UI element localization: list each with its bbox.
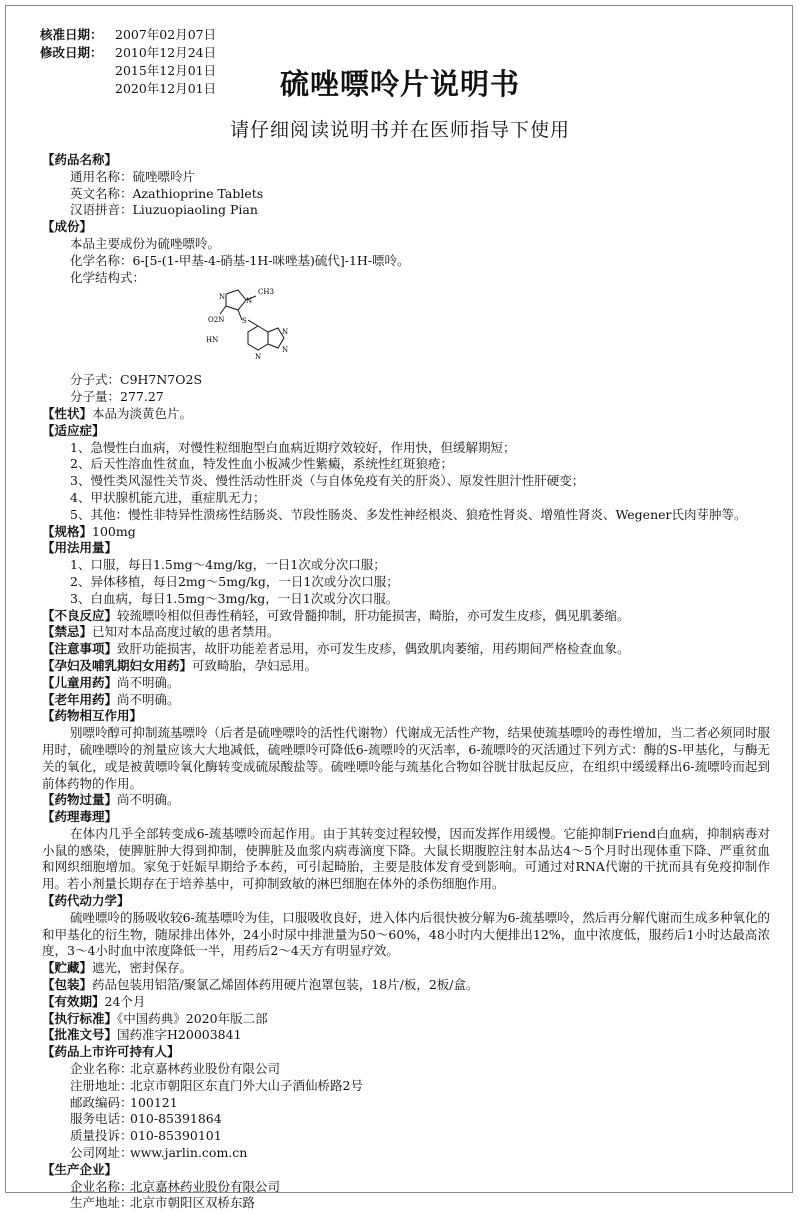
section-heading: 【药品名称】	[42, 152, 118, 167]
s-label: S	[242, 317, 247, 326]
indication-item: 5、其他：慢性非特异性溃疡性结肠炎、节段性肠炎、多发性神经根炎、狼疮性肾炎、增殖性肾炎、Wegener氏肉芽肿等。	[70, 506, 747, 522]
mah-field	[42, 1078, 770, 1095]
standard-text: 《中国药典》2020年版二部	[117, 1010, 268, 1026]
molecular-formula: 分子式：C9H7N7O2S	[70, 372, 203, 388]
section-heading: 【成份】	[42, 219, 93, 235]
section-heading: 【不良反应】	[42, 607, 118, 623]
section-properties	[42, 406, 770, 423]
field-value: www.jarlin.com.cn	[130, 1145, 248, 1161]
structure-label: 化学结构式：	[70, 269, 146, 285]
n-label: N	[219, 293, 226, 302]
section-heading: 【用法用量】	[42, 540, 118, 556]
section-heading: 【有效期】	[42, 993, 105, 1009]
pediatric-text: 尚不明确。	[117, 674, 180, 690]
ch3-label: CH3	[258, 288, 274, 297]
overdose-text: 尚不明确。	[117, 792, 180, 808]
field-value: 010-85390101	[130, 1128, 222, 1144]
indication-item: 2、后天性溶血性贫血，特发性血小板减少性紫癜，系统性红斑狼疮；	[70, 456, 453, 472]
section-storage	[42, 960, 770, 977]
section-heading: 【药品上市许可持有人】	[42, 1044, 180, 1060]
field-value: 北京嘉林药业股份有限公司	[130, 1061, 281, 1077]
section-standard	[42, 1011, 770, 1028]
mah-field	[42, 1061, 770, 1078]
molecular-weight: 分子量：277.27	[70, 389, 164, 405]
revision-date: 2020年12月01日	[115, 81, 217, 96]
indication-item: 3、慢性类风湿性关节炎、慢性活动性肝炎（与自体免疫有关的肝炎）、原发性胆汁性肝硬变；	[70, 473, 585, 489]
dosage-item: 1、口服，每日1.5mg～4mg/kg，一日1次或分次口服；	[70, 557, 386, 573]
section-heading: 【生产企业】	[42, 1161, 118, 1177]
field-value: 100121	[130, 1094, 178, 1110]
validity-text: 24个月	[104, 993, 146, 1009]
manufacturer-field	[42, 1195, 770, 1212]
contraindications-text: 已知对本品高度过敏的患者禁用。	[92, 624, 280, 640]
field-value: 北京市朝阳区东直门外大山子酒仙桥路2号	[130, 1077, 363, 1093]
properties-text: 本品为淡黄色片。	[92, 405, 193, 421]
toxicology-text: 在体内几乎全部转变成6-巯基嘌呤而起作用。由于其转变过程较慢，因而发挥作用缓慢。它能抑制Friend白血病，抑制病毒对小鼠的感染，使脾脏肿大得到抑制，使脾脏及血浆内病毒滴度下降。大鼠长期腹腔注射本品达4～5个月时出现体重下降、严重贫血和网织细胞增加。家兔于妊娠早期给予本药，可引起畸胎，主要是肢体发育受到影响。可通过对RNA代谢的干扰而具有免疫抑制作用。若小剂量长期存在于培养基中，可抑制致敏的淋巴细胞在体外的杀伤细胞作用。	[42, 825, 770, 892]
field-value: 北京嘉林药业股份有限公司	[130, 1178, 281, 1194]
n-label: N	[246, 297, 253, 306]
mah-field	[42, 1145, 770, 1162]
main-ingredient: 本品主要成份为硫唑嘌呤。	[70, 235, 221, 251]
mah-field	[42, 1095, 770, 1112]
pharmacokinetics-text: 硫唑嘌呤的肠吸收较6-巯基嘌呤为佳，口服吸收良好，进入体内后很快被分解为6-巯基嘌呤，然后再分解代谢而生成多种氧化的和甲基化的衍生物，随尿排出体外，24小时尿中排泄量为50～60%，48小时内大便排出12%，血中浓度低，服药后1小时达最高浓度，3～4小时血中浓度降低一半，用药后2～4天方有明显疗效。	[42, 909, 770, 959]
hn-label: HN	[206, 336, 219, 345]
field-label: 邮政编码：	[70, 1094, 133, 1110]
field-label: 质量投诉：	[70, 1128, 133, 1144]
section-heading: 【性状】	[42, 405, 93, 421]
section-validity	[42, 994, 770, 1011]
section-heading: 【适应症】	[42, 422, 105, 438]
no2-label: O2N	[208, 316, 225, 325]
revision-date-label: 修改日期：	[40, 45, 103, 60]
section-heading: 【规格】	[42, 523, 93, 539]
drug-leaflet-page	[5, 5, 793, 1211]
n-label: N	[282, 328, 289, 337]
section-contraindications	[42, 624, 770, 641]
section-heading: 【批准文号】	[42, 1027, 118, 1043]
leaflet-content	[42, 152, 770, 1212]
chemical-name: 化学名称：6-[5-(1-甲基-4-硝基-1H-咪唑基)硫代]-1H-嘌呤。	[70, 252, 410, 268]
section-heading: 【儿童用药】	[42, 674, 118, 690]
adverse-text: 较巯嘌呤相似但毒性稍轻，可致骨髓抑制，肝功能损害，畸胎，亦可发生皮疹，偶见肌萎缩。	[117, 607, 630, 623]
approval-text: 国药准字H20003841	[117, 1027, 242, 1043]
document-subtitle: 请仔细阅读说明书并在医师指导下使用	[229, 119, 570, 141]
section-pregnancy	[42, 658, 770, 675]
structure-diagram	[202, 286, 322, 364]
section-heading: 【药代动力学】	[42, 893, 130, 909]
english-name: 英文名称：Azathioprine Tablets	[70, 185, 264, 201]
section-heading: 【执行标准】	[42, 1010, 118, 1026]
pinyin-name: 汉语拼音：Liuzuopiaoling Pian	[70, 202, 258, 218]
field-label: 企业名称：	[70, 1178, 133, 1194]
section-heading: 【药物过量】	[42, 792, 118, 808]
section-heading: 【包装】	[42, 977, 93, 993]
chemical-structure	[202, 286, 770, 364]
section-precautions	[42, 641, 770, 658]
approval-date-label: 核准日期：	[40, 27, 103, 42]
section-heading: 【老年用药】	[42, 691, 118, 707]
generic-name: 通用名称：硫唑嘌呤片	[70, 168, 196, 184]
section-heading: 【注意事项】	[42, 641, 118, 657]
dosage-item: 2、异体移植，每日2mg～5mg/kg，一日1次或分次口服；	[70, 573, 399, 589]
n-label: N	[282, 346, 289, 355]
section-overdose	[42, 792, 770, 809]
section-heading: 【孕妇及哺乳期妇女用药】	[42, 657, 193, 673]
section-approval	[42, 1027, 770, 1044]
section-geriatric	[42, 692, 770, 709]
n-label: N	[255, 353, 262, 362]
dosage-item: 3、白血病，每日1.5mg～3mg/kg，一日1次或分次口服。	[70, 590, 399, 606]
section-heading: 【禁忌】	[42, 624, 93, 640]
section-spec	[42, 524, 770, 541]
section-heading: 【贮藏】	[42, 960, 93, 976]
field-label: 注册地址：	[70, 1077, 133, 1093]
precautions-text: 致肝功能损害，故肝功能差者忌用，亦可发生皮疹，偶致肌肉萎缩，用药期间严格检查血象。	[117, 641, 630, 657]
field-value: 010-85391864	[130, 1111, 222, 1127]
approval-date: 2007年02月07日	[115, 27, 217, 42]
section-heading: 【药理毒理】	[42, 809, 118, 825]
interactions-text: 别嘌呤醇可抑制巯基嘌呤（后者是硫唑嘌呤的活性代谢物）代谢成无活性产物，结果使巯基嘌呤的毒性增加，当二者必须同时服用时，硫唑嘌呤的剂量应该大大地减低，硫唑嘌呤可降低6-巯嘌呤的灭活率，6-巯嘌呤的灭活通过下列方式：酶的S-甲基化，与酶无关的氧化，或是被黄嘌呤氧化酶转变成硫尿酸盐等。硫唑嘌呤能与巯基化合物如谷胱甘肽起反应，在组织中缓缓释出6-巯嘌呤而起到前体药物的作用。	[42, 725, 771, 791]
field-value: 北京市朝阳区双桥东路	[130, 1195, 256, 1211]
section-heading: 【药物相互作用】	[42, 708, 143, 724]
geriatric-text: 尚不明确。	[117, 691, 180, 707]
packaging-text: 药品包装用铝箔/聚氯乙烯固体药用硬片泡罩包装，18片/板，2板/盒。	[92, 977, 479, 993]
revision-date: 2015年12月01日	[115, 63, 217, 78]
pregnancy-text: 可致畸胎，孕妇忌用。	[192, 657, 318, 673]
field-label: 生产地址：	[70, 1195, 133, 1211]
indication-item: 1、急慢性白血病，对慢性粒细胞型白血病近期疗效较好，作用快，但缓解期短；	[70, 439, 516, 455]
field-label: 企业名称：	[70, 1061, 133, 1077]
revision-date: 2010年12月24日	[115, 45, 217, 60]
spec-text: 100mg	[92, 523, 136, 539]
mah-field	[42, 1128, 770, 1145]
storage-text: 遮光，密封保存。	[92, 960, 193, 976]
mah-field	[42, 1111, 770, 1128]
manufacturer-field	[42, 1179, 770, 1196]
field-label: 公司网址：	[70, 1145, 133, 1161]
section-adverse	[42, 608, 770, 625]
document-title: 硫唑嘌呤片说明书	[279, 67, 520, 101]
field-label: 服务电话：	[70, 1111, 133, 1127]
section-pediatric	[42, 675, 770, 692]
indication-item: 4、甲状腺机能亢进，重症肌无力；	[70, 489, 266, 505]
section-packaging	[42, 977, 770, 994]
